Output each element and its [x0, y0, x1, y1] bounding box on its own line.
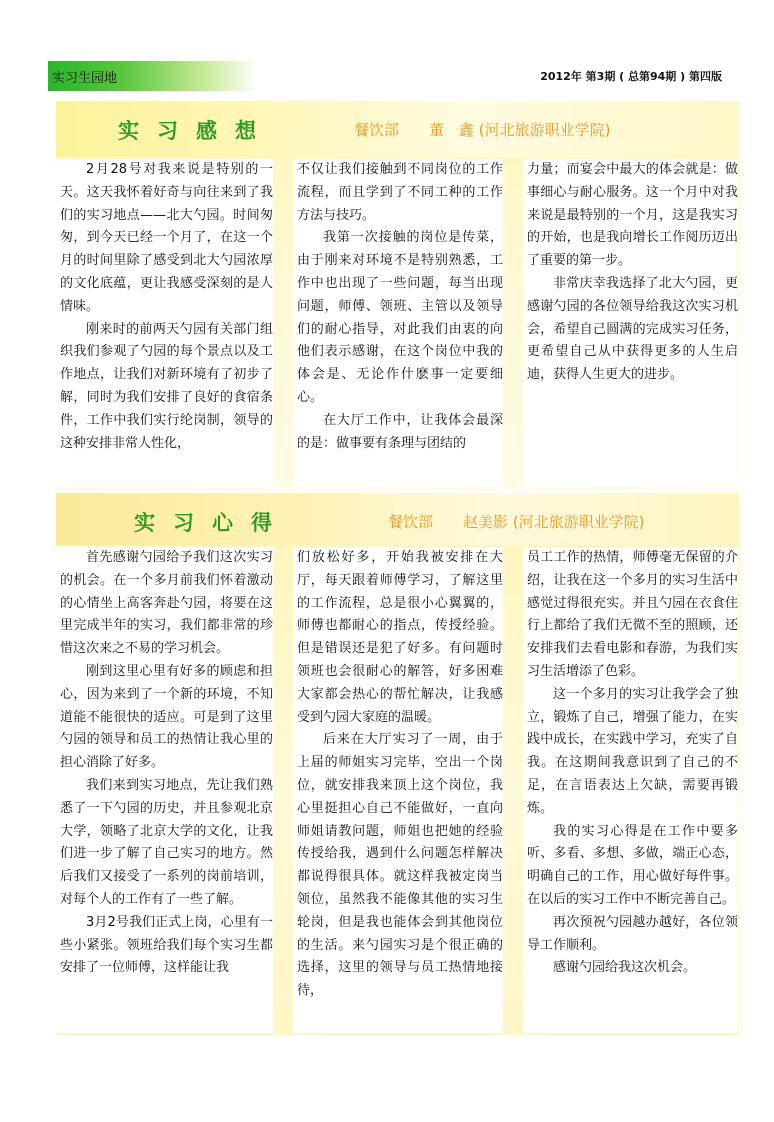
article-1-column-1	[56, 159, 273, 487]
paragraph: 后来在大厅实习了一周，由于上届的师姐实习完毕，空出一个岗位，就安排我来顶上这个岗位，我心里挺担心自己不能做好，一直向师姐请教问题，师姐也把她的经验传授给我，遇到什么问题怎样解决都说得很具体。就这样我被定岗当领位，虽然我不能像其他的实习生轮岗，但是我也能体会到其他岗位的生活。来勺园实习是个很正确的选择，这里的领导与员工热情地接待，	[297, 732, 503, 999]
paragraph: 力量；而宴会中最大的体会就是：做事细心与耐心服务。这一个月中对我来说是最特别的一个月，这是我实习的开始，也是我向增长工作阅历迈出了重要的第一步。	[527, 162, 738, 269]
article-1-banner	[56, 101, 739, 157]
paragraph: 我的实习心得是在工作中要多听、多看、多想、多做，端正心态，明确自己的工作，用心做好每件事。在以后的实习工作中不断完善自己。	[527, 823, 738, 907]
paragraph: 2月28号对我来说是特别的一天。这天我怀着好奇与向往来到了我们的实习地点——北大勺园。时间匆匆，到今天已经一个月了，在这一个月的时间里除了感受到北大勺园浓厚的文化底蕴，更让我感受深刻的是人情味。	[60, 162, 273, 314]
column-name-tag	[48, 61, 258, 91]
article-1-byline: 餐饮部 董 鑫 (河北旅游职业学院)	[354, 121, 611, 139]
paragraph: 感谢勺园给我这次机会。	[553, 960, 697, 976]
article-2-column-2	[293, 547, 503, 1033]
issue-info: 2012年 第3期 ( 总第94期 ) 第四版	[540, 70, 722, 83]
article-2-column-1	[56, 547, 273, 1033]
article-2-byline: 餐饮部 赵美影 (河北旅游职业学院)	[388, 513, 645, 531]
paragraph: 我第一次接触的岗位是传菜，由于刚来对环境不是特别熟悉，工作中也出现了一些问题，每当出现问题，师傅、领班、主管以及领导们的耐心指导，对此我们由衷的向他们表示感谢，在这个岗位中我的体会是、无论作什麽事一定要细心。	[297, 230, 503, 405]
article-2-column-3	[523, 547, 738, 1033]
paragraph: 员工工作的热情，师傅毫无保留的介绍，让我在这一个多月的实习生活中感觉过得很充实。并且勺园在衣食住行上都给了我们无微不至的照顾，还安排我们去看电影和春游，为我们实习生活增添了色彩。	[527, 550, 738, 679]
paragraph: 在大厅工作中，让我体会最深的是：做事要有条理与团结的	[297, 412, 503, 451]
paragraph: 非常庆幸我选择了北大勺园，更感谢勺园的各位领导给我这次实习机会，希望自己圆满的完成实习任务，更希望自己从中获得更多的人生启迪，获得人生更大的进步。	[527, 275, 738, 383]
article-1-column-3	[523, 159, 738, 487]
article-2-title: 实习心得	[134, 511, 290, 535]
paragraph: 3月2号我们正式上岗，心里有一些小紧张。领班给我们每个实习生都安排了一位师傅，这样能让我	[60, 914, 273, 976]
column-name: 实习生园地	[52, 71, 118, 86]
paragraph: 我们来到实习地点，先让我们熟悉了一下勺园的历史，并且参观北京大学，领略了北京大学的文化，让我们进一步了解了自己实习的地方。然后我们又接受了一系列的岗前培训，对每个人的工作有了一些了解。	[60, 777, 273, 907]
article-2-banner	[56, 493, 739, 545]
paragraph: 们放松好多，开始我被安排在大厅，每天跟着师傅学习，了解这里的工作流程，总是很小心翼翼的，师傅也都耐心的指点，传授经验。但是错误还是犯了好多。有问题时领班也会很耐心的解答，好多困难大家都会热心的帮忙解决，让我感受到勺园大家庭的温暖。	[297, 550, 503, 725]
paragraph: 这一个多月的实习让我学会了独立，锻炼了自己，增强了能力，在实践中成长，在实践中学习，充实了自我。在这期间我意识到了自己的不足，在言语表达上欠缺，需要再锻炼。	[527, 686, 738, 816]
paragraph: 不仅让我们接触到不同岗位的工作流程，而且学到了不同工种的工作方法与技巧。	[297, 162, 503, 223]
paragraph: 首先感谢勺园给予我们这次实习的机会。在一个多月前我们怀着激动的心情坐上高客奔赴勺园，将要在这里完成半年的实习，我们都非常的珍惜这次来之不易的学习机会。	[60, 550, 273, 657]
paragraph: 刚来时的前两天勺园有关部门组织我们参观了勺园的每个景点以及工作地点，让我们对新环境有了初步了解，同时为我们安排了良好的食宿条件，工作中我们实行纶岗制，领导的这种安排非常人性化，	[60, 321, 273, 451]
paragraph: 再次预祝勺园越办越好，各位领导工作顺利。	[527, 914, 738, 953]
article-1-title: 实习感想	[118, 119, 274, 143]
paragraph: 刚到这里心里有好多的顾虑和担心，因为来到了一个新的环境，不知道能不能很快的适应。可是到了这里勺园的领导和员工的热情让我心里的担心消除了好多。	[60, 663, 273, 771]
article-1-column-2	[293, 159, 503, 487]
